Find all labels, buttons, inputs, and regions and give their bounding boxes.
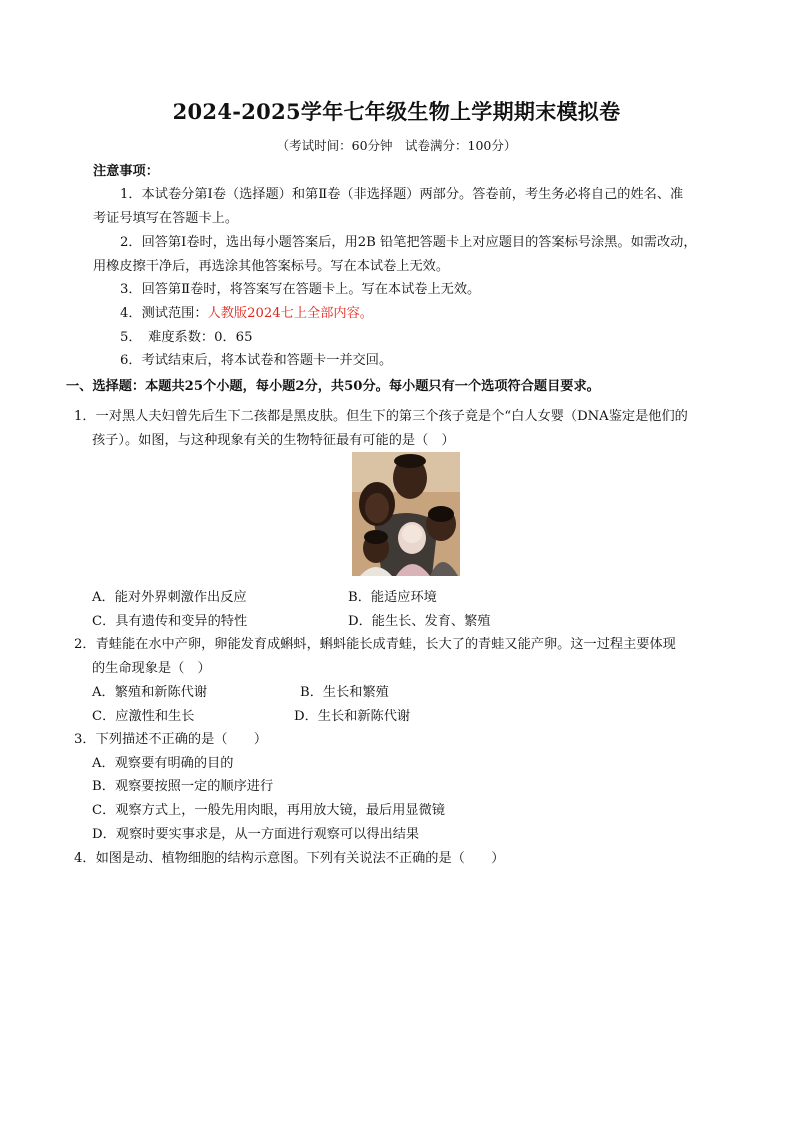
q1-option-d: D．能生长、发育、繁殖 (348, 614, 491, 629)
q2-option-a: A．繁殖和新陈代谢 (92, 685, 208, 700)
q3-option-b: B．观察要按照一定的顺序进行 (92, 779, 274, 794)
q2-option-c: C．应激性和生长 (92, 709, 195, 724)
q2-option-d: D．生长和新陈代谢 (294, 709, 411, 724)
question-1-stem-cont: 孩子）。如图，与这种现象有关的生物特征最有可能的是（ ） (92, 433, 455, 448)
note-item-2: 2．回答第Ⅰ卷时，选出每小题答案后，用2B 铅笔把答题卡上对应题目的答案标号涂黑。如需改动， (120, 235, 697, 250)
exam-info: （考试时间：60分钟 试卷满分：100分） (276, 138, 517, 153)
test-scope: 人教版2024七上全部内容。 (207, 306, 373, 321)
question-3-stem: 3．下列描述不正确的是（ ） (74, 732, 268, 747)
q1-option-b: B．能适应环境 (348, 590, 437, 605)
section-heading: 一、选择题：本题共25个小题，每小题2分，共50分。每小题只有一个选项符合题目要求。 (66, 379, 600, 394)
q2-option-b: B．生长和繁殖 (300, 685, 389, 700)
q3-option-a: A．观察要有明确的目的 (92, 756, 234, 771)
q1-option-c: C．具有遗传和变异的特性 (92, 614, 248, 629)
question-1-stem: 1．一对黑人夫妇曾先后生下二孩都是黑皮肤。但生下的第三个孩子竟是个“白人女婴（DNA鉴定是他们的 (74, 409, 688, 424)
page-title: 2024-2025学年七年级生物上学期期末模拟卷 (172, 99, 621, 124)
q3-option-d: D．观察时要实事求是，从一方面进行观察可以得出结果 (92, 827, 420, 842)
notes-heading: 注意事项： (93, 164, 159, 179)
note-item-4 (120, 302, 373, 321)
note-item-1: 1．本试卷分第Ⅰ卷（选择题）和第Ⅱ卷（非选择题）两部分。答卷前，考生务必将自己的姓名、准 (120, 187, 684, 202)
note-item-2-cont: 用橡皮擦干净后，再选涂其他答案标号。写在本试卷上无效。 (93, 259, 450, 274)
note-item-3: 3．回答第Ⅱ卷时，将答案写在答题卡上。写在本试卷上无效。 (120, 282, 481, 297)
q3-option-c: C．观察方式上，一般先用肉眼，再用放大镜，最后用显微镜 (92, 803, 445, 818)
q1-option-a: A．能对外界刺激作出反应 (92, 590, 247, 605)
question-4-stem: 4．如图是动、植物细胞的结构示意图。下列有关说法不正确的是（ ） (74, 851, 505, 866)
note-item-5: 5． 难度系数：0．65 (120, 330, 253, 345)
family-photo (352, 452, 460, 576)
note-item-4-label: 4．测试范围： (120, 306, 208, 321)
note-item-1-cont: 考证号填写在答题卡上。 (93, 211, 239, 226)
question-2-stem-cont: 的生命现象是（ ） (92, 661, 211, 676)
note-item-6: 6．考试结束后，将本试卷和答题卡一并交回。 (120, 353, 393, 368)
question-2-stem: 2．青蛙能在水中产卵，卵能发育成蝌蚪，蝌蚪能长成青蛙，长大了的青蛙又能产卵。这一过程主要体现 (74, 637, 676, 652)
